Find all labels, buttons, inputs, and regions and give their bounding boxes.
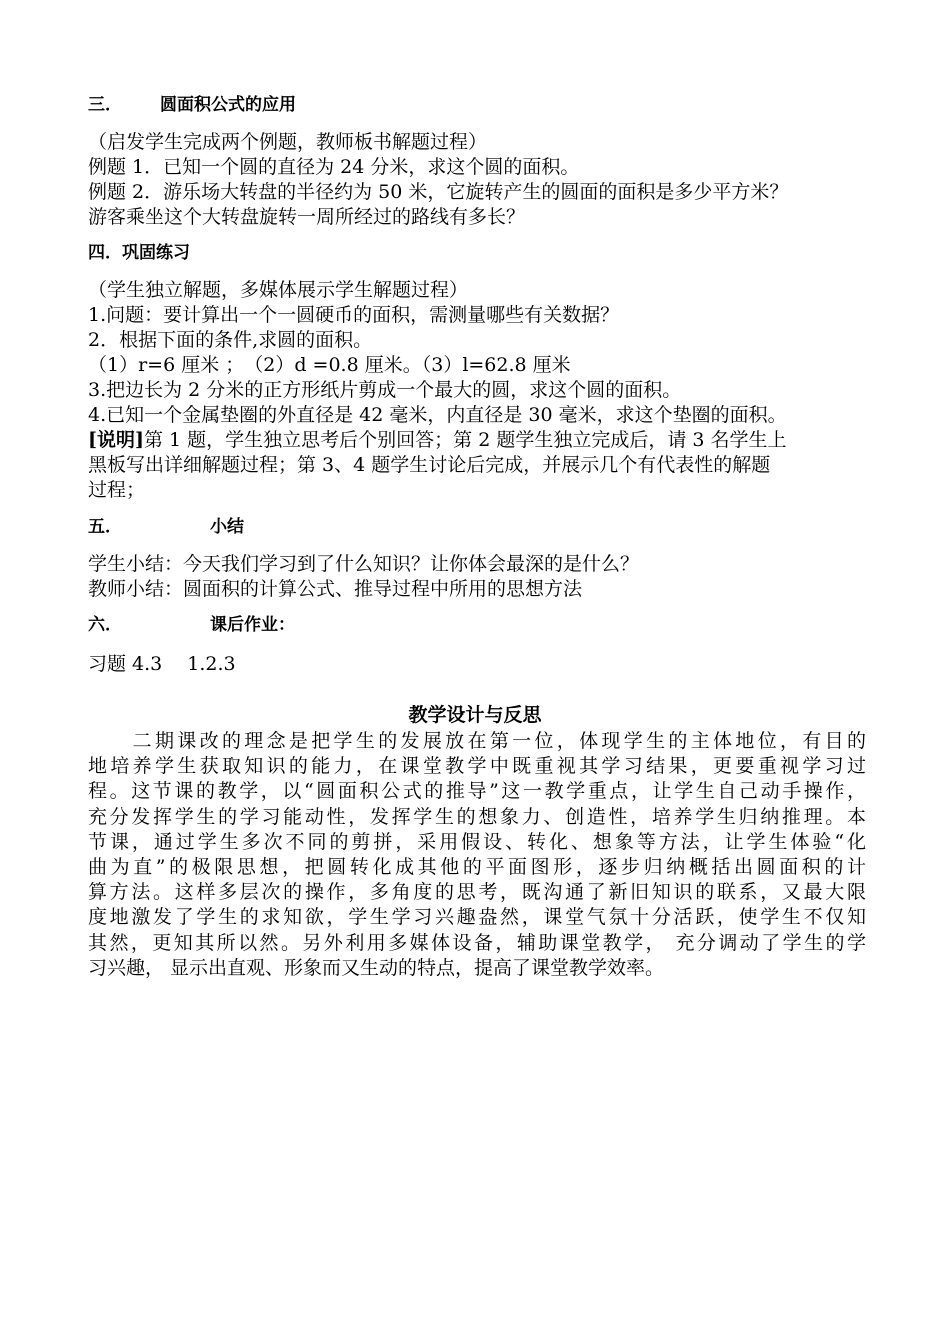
exercise-3: 3.把边长为 2 分米的正方形纸片剪成一个最大的圆，求这个圆的面积。: [88, 379, 682, 401]
section6-number: 六．: [88, 615, 122, 635]
reflection-line: 节课，通过学生多次不同的剪拼，采用假设、转化、想象等方法，让学生体验“化: [88, 830, 866, 853]
section3-note: （启发学生完成两个例题，教师板书解题过程）: [88, 131, 488, 153]
reflection-line: 曲为直”的极限思想，把圆转化成其他的平面图形，逐步归纳概括出圆面积的计: [88, 856, 866, 879]
explanation-label: [说明]: [88, 429, 144, 451]
reflection-line: 度地激发了学生的求知欲，学生学习兴趣盎然，课堂气氛十分活跃，使学生不仅知: [88, 906, 866, 929]
explanation-line-2: 黑板写出详细解题过程；第 3、4 题学生讨论后完成，并展示几个有代表性的解题: [88, 454, 771, 476]
explanation-line-1: [88, 428, 787, 453]
reflection-line: 习兴趣， 显示出直观、形象而又生动的特点，提高了课堂教学效率。: [88, 956, 665, 979]
explanation-text-1: 第 1 题，学生独立思考后个别回答；第 2 题学生独立完成后，请 3 名学生上: [143, 429, 787, 451]
reflection-line: 程。这节课的教学，以“圆面积公式的推导”这一教学重点，让学生自己动手操作，: [88, 780, 866, 803]
section5-heading: [88, 516, 244, 538]
homework: 习题 4.3 1.2.3: [88, 653, 236, 675]
student-summary: 学生小结：今天我们学习到了什么知识？让你体会最深的是什么？: [88, 553, 640, 575]
section4-number: 四．: [88, 243, 122, 263]
section4-note: （学生独立解题，多媒体展示学生解题过程）: [88, 279, 469, 301]
example-2-line-2: 游客乘坐这个大转盘旋转一周所经过的路线有多长？: [88, 206, 526, 228]
reflection-line: 二期课改的理念是把学生的发展放在第一位，体现学生的主体地位，有目的: [88, 730, 866, 752]
reflection-line: 其然，更知其所以然。另外利用多媒体设备，辅助课堂教学， 充分调动了学生的学: [88, 931, 866, 954]
exercise-4: 4.已知一个金属垫圈的外直径是 42 毫米，内直径是 30 毫米，求这个垫圈的面积。: [88, 404, 787, 426]
section3-title: 圆面积公式的应用: [160, 95, 296, 115]
section5-title: 小结: [210, 517, 244, 537]
reflection-line: 算方法。这样多层次的操作，多角度的思考，既沟通了新旧知识的联系，又最大限: [88, 881, 866, 904]
exercise-2-conditions: （1）r=6 厘米 ； （2）d =0.8 厘米。（3）l=62.8 厘米: [88, 354, 571, 376]
section4-heading: [88, 242, 190, 264]
example-1: 例题 1．已知一个圆的直径为 24 分米，求这个圆的面积。: [88, 156, 580, 178]
reflection-paragraph: [88, 729, 866, 981]
explanation-line-3: 过程；: [88, 479, 146, 501]
exercise-1: 1.问题：要计算出一个一圆硬币的面积，需测量哪些有关数据？: [88, 304, 620, 326]
reflection-title: 教学设计与反思: [408, 704, 542, 726]
teacher-summary: 教师小结：圆面积的计算公式、推导过程中所用的思想方法: [88, 578, 583, 600]
section3-heading: [88, 94, 296, 116]
section6-heading: [88, 614, 295, 636]
exercise-2: 2．根据下面的条件,求圆的面积。: [88, 329, 373, 351]
reflection-line: 充分发挥学生的学习能动性，发挥学生的想象力、创造性，培养学生归纳推理。本: [88, 805, 866, 828]
reflection-line: 地培养学生获取知识的能力，在课堂教学中既重视其学习结果，更要重视学习过: [88, 755, 866, 778]
example-2-line-1: 例题 2．游乐场大转盘的半径约为 50 米，它旋转产生的圆面的面积是多少平方米？: [88, 181, 789, 203]
section5-number: 五．: [88, 517, 122, 537]
section3-number: 三．: [88, 95, 122, 115]
section6-title: 课后作业：: [210, 615, 295, 635]
section4-title: 巩固练习: [122, 243, 190, 263]
